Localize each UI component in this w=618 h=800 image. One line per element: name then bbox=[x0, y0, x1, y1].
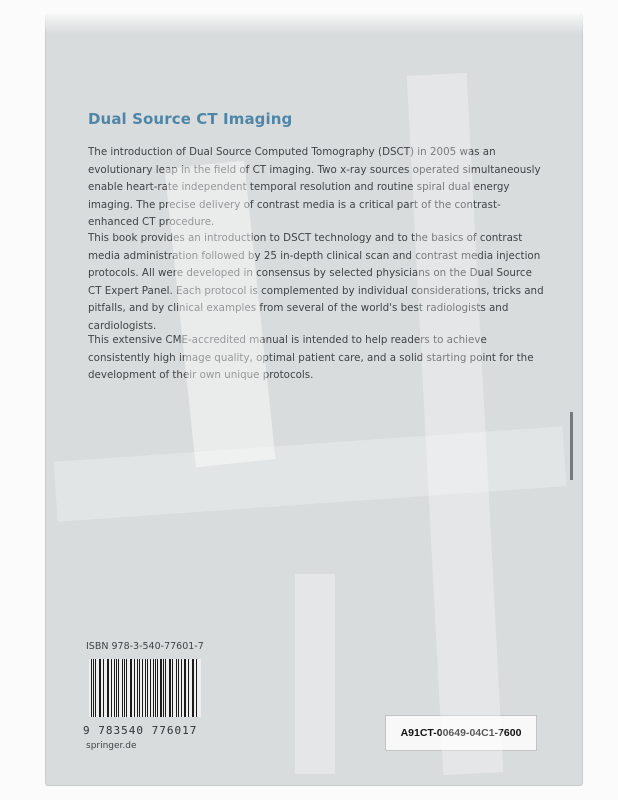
barcode-bar bbox=[99, 659, 100, 717]
barcode-bar bbox=[178, 659, 179, 717]
barcode-bar bbox=[111, 659, 112, 717]
barcode-bar bbox=[91, 659, 92, 717]
barcode-bar bbox=[139, 659, 140, 717]
barcode-bar bbox=[137, 659, 138, 717]
book-title: Dual Source CT Imaging bbox=[88, 110, 293, 128]
barcode-bar bbox=[147, 659, 148, 717]
barcode-bar bbox=[153, 659, 154, 717]
barcode-bar bbox=[130, 659, 131, 717]
barcode-bar bbox=[192, 659, 193, 717]
book-back-cover bbox=[45, 14, 583, 786]
publisher-url: springer.de bbox=[86, 741, 137, 751]
barcode-bar bbox=[122, 659, 123, 717]
plastic-glare bbox=[295, 574, 335, 774]
plastic-glare bbox=[54, 426, 567, 521]
cover-edge-strip bbox=[570, 412, 573, 480]
barcode-bar bbox=[185, 659, 186, 717]
barcode-bar bbox=[160, 659, 161, 717]
barcode-bar bbox=[103, 659, 104, 717]
inventory-sticker bbox=[385, 715, 537, 751]
isbn-text: ISBN 978-3-540-77601-7 bbox=[86, 641, 204, 652]
sticker-code: A91CT-00649-04C1-7600 bbox=[400, 727, 522, 739]
description-paragraph-3: This extensive CME-accredited manual is intended to help readers to achieve consistently high image quality, optimal patient care, and a solid starting point for the development of their own unique protocols. bbox=[88, 334, 534, 382]
barcode-bar bbox=[165, 659, 166, 717]
description-paragraph-1: The introduction of Dual Source Computed Tomography (DSCT) in 2005 was an evolutionary leap in the field of CT imaging. Two x-ray sources operated simultaneously enable heart-rate independent temporal resolution and routine spiral dual energy imaging. The precise delivery of contrast media is a critical part of the contrast-enhanced CT procedure. bbox=[88, 146, 541, 229]
barcode-digits: 9 783540 776017 bbox=[83, 724, 198, 737]
barcode-bar bbox=[172, 659, 173, 717]
shrink-wrap-edge bbox=[45, 14, 583, 34]
description-paragraph-2: This book provides an introduction to DSCT technology and to the basics of contrast media administration followed by 25 in-depth clinical scan and contrast media injection protocols. All were developed in consensus by selected physicians on the Dual Source CT Expert Panel. Each protocol is complemented by individual considerations, tricks and pitfalls, and by clinical examples from several of the world's best radiologists and cardiologists. bbox=[88, 232, 544, 332]
barcode-icon bbox=[89, 659, 201, 717]
barcode-bar bbox=[118, 659, 119, 717]
